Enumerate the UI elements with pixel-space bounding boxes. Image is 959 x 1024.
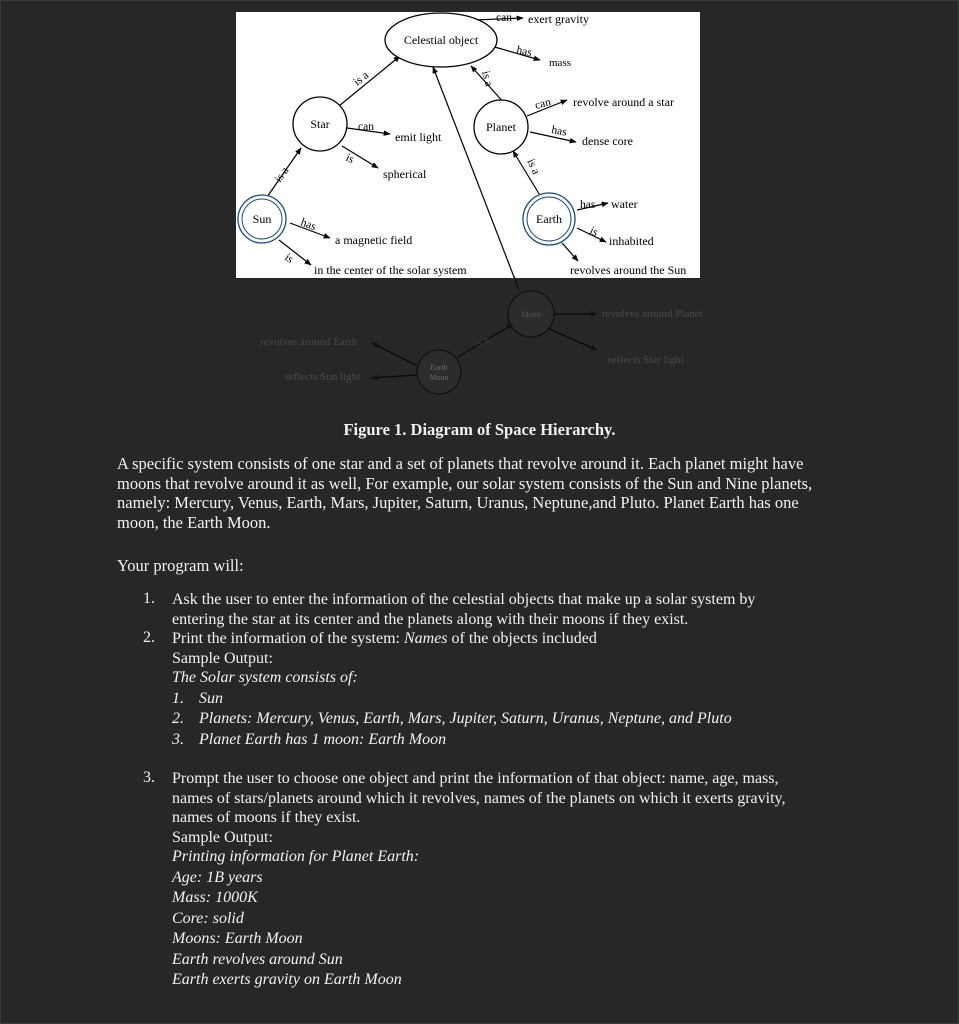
node-moon-label: Moon — [521, 310, 541, 319]
label-is-a-earthmoon: is a — [473, 334, 491, 351]
step-line: names of stars/planets around which it revolves, names of the planets on which it exerts gravity, — [172, 789, 786, 807]
sample-item: 2. Planets: Mercury, Venus, Earth, Mars, Jupiter, Saturn, Uranus, Neptune, and Pluto — [172, 710, 732, 727]
sample-output-label: Sample Output: — [172, 828, 273, 846]
prop-revolves-earth: revolves around Earth — [260, 336, 358, 348]
step-text: Print the information of the system: — [172, 630, 404, 647]
intro-line: namely: Mercury, Venus, Earth, Mars, Jupiter, Saturn, Uranus, Neptune,and Pluto. Planet Earth has one — [117, 493, 799, 512]
prop-inhabited: inhabited — [609, 234, 654, 248]
step-line — [172, 629, 840, 649]
node-celestial-label: Celestial object — [403, 33, 479, 47]
space-hierarchy-diagram — [0, 0, 959, 400]
step-number: 1. — [143, 590, 155, 607]
step-emphasis: Names — [403, 630, 448, 647]
sample-item: 3. Planet Earth has 1 moon: Earth Moon — [172, 730, 447, 748]
edge-earthmoon-reflects — [372, 375, 416, 378]
edge-earthmoon-revolves — [372, 343, 418, 366]
figure-caption: Figure 1. Diagram of Space Hierarchy. — [343, 420, 616, 439]
intro-line: moons that revolve around it as well, For example, our solar system consists of the Sun and Nine planets, — [117, 473, 813, 493]
label-can-emit: can — [358, 121, 374, 133]
prop-reflects-star: reflects Star light — [608, 354, 684, 366]
prop-exert-gravity: exert gravity — [528, 12, 589, 26]
prop-spherical: spherical — [383, 167, 427, 181]
label-has-core: has — [550, 124, 568, 139]
sample-line: Printing information for Planet Earth: — [172, 848, 420, 865]
intro-paragraph — [117, 454, 839, 532]
label-is-inhabited: is — [587, 224, 600, 239]
sample-line: Earth exerts gravity on Earth Moon — [172, 971, 402, 988]
prop-revolve-star: revolve around a star — [573, 95, 674, 109]
steps-list-1 — [140, 590, 840, 750]
prop-magnetic-field: a magnetic field — [335, 233, 413, 247]
sample-line: Earth revolves around Sun — [172, 950, 343, 968]
node-earth-moon-label-1: Earth — [430, 363, 448, 372]
label-can-exert: can — [496, 12, 512, 24]
node-sun-label: Sun — [252, 212, 272, 226]
prop-reflects-sun: reflects Sun light — [285, 371, 361, 383]
sample-line: Core: solid — [172, 909, 244, 927]
node-earth-moon — [417, 350, 461, 394]
node-earth-moon-label-2: Moon — [429, 373, 449, 382]
label-is-a-star: is a — [351, 69, 372, 89]
step-number: 3. — [143, 769, 155, 786]
step-line: Prompt the user to choose one object and print the information of that object: name, age, mass, — [172, 770, 779, 787]
sample-item: 1. Sun — [172, 689, 223, 707]
edge-moon-up — [514, 276, 519, 290]
sample-heading: The Solar system consists of: — [172, 669, 358, 686]
label-is-spherical: is — [343, 151, 356, 166]
label-is-a-earth: is a — [524, 157, 542, 177]
label-has-magnetic: has — [298, 216, 318, 234]
prop-emit-light: emit light — [395, 130, 442, 144]
node-earth-label: Earth — [536, 212, 562, 226]
program-intro: Your program will: — [117, 556, 244, 575]
intro-line: moon, the Earth Moon. — [117, 512, 271, 532]
prop-dense-core: dense core — [582, 134, 633, 148]
step-line: Ask the user to enter the information of the celestial objects that make up a solar system by — [172, 591, 756, 608]
step-number: 2. — [143, 629, 155, 646]
prop-water: water — [611, 197, 638, 211]
step-line: names of moons if they exist. — [172, 809, 361, 826]
prop-revolves-sun: revolves around the Sun — [570, 263, 687, 277]
label-is-a-sun: is a — [272, 165, 292, 185]
sample-output-label: Sample Output: — [172, 649, 273, 667]
label-can-revolve: can — [533, 96, 553, 112]
sample-line: Age: 1B years — [172, 868, 263, 886]
step-3 — [140, 769, 840, 991]
step-text: of the objects included — [447, 630, 597, 647]
sample-line: Mass: 1000K — [172, 889, 258, 906]
prop-mass: mass — [549, 57, 571, 69]
label-is-a-planet: is a — [479, 69, 495, 88]
step-1 — [140, 590, 840, 629]
prop-revolves-planet: revolves around Planet — [602, 308, 703, 320]
node-star-label: Star — [310, 117, 330, 131]
label-is-center: is — [282, 251, 296, 266]
step-line: entering the star at its center and the planets along with their moons if they exist. — [172, 610, 689, 628]
sample-line: Moons: Earth Moon — [172, 930, 303, 947]
node-planet-label: Planet — [486, 120, 516, 134]
steps-list-2 — [140, 769, 840, 991]
diagram-dark-area — [260, 276, 703, 394]
label-has-water: has — [580, 199, 596, 211]
label-has-mass: has — [515, 44, 533, 60]
edge-moon-reflects — [547, 328, 597, 350]
intro-line: A specific system consists of one star and a set of planets that revolve around it. Each planet might have — [117, 454, 804, 473]
prop-center: in the center of the solar system — [314, 263, 467, 277]
step-2 — [140, 629, 840, 750]
